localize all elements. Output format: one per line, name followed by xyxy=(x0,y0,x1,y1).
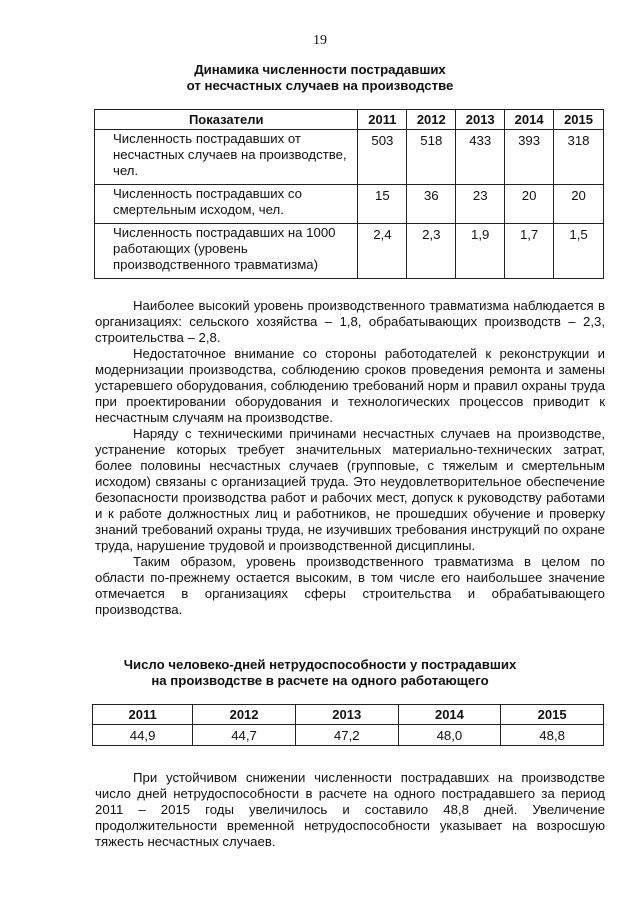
value-cell: 20 xyxy=(505,185,554,224)
table2-title-line: на производстве в расчете на одного работающего xyxy=(151,673,489,688)
value-cell: 15 xyxy=(358,185,407,224)
value-cell: 36 xyxy=(407,185,456,224)
value-cell: 23 xyxy=(456,185,505,224)
table2-header-cell: 2012 xyxy=(193,705,296,725)
value-cell: 433 xyxy=(456,130,505,185)
table2-title xyxy=(0,657,640,689)
value-cell: 1,5 xyxy=(554,224,604,279)
value-cell: 318 xyxy=(554,130,604,185)
table1-header-cell: 2013 xyxy=(456,110,505,130)
value-cell: 44,7 xyxy=(193,725,296,746)
paragraph: Таким образом, уровень производственного травматизма в целом по области по-прежнему остается высоким, в том числе его наибольшее значение отмечается в организациях сферы строительства и обрабатывающего производства. xyxy=(95,554,605,617)
table1-header-cell: 2011 xyxy=(358,110,407,130)
table2-header-row xyxy=(93,705,604,725)
value-cell: 2,4 xyxy=(358,224,407,279)
body-text-block-2 xyxy=(95,770,605,850)
value-cell: 518 xyxy=(407,130,456,185)
injury-dynamics-table xyxy=(94,109,604,279)
table1-title-line: от несчастных случаев на производстве xyxy=(186,78,454,93)
table-row xyxy=(95,224,604,279)
body-text-block-1 xyxy=(95,298,605,618)
value-cell: 393 xyxy=(505,130,554,185)
table1-title xyxy=(0,62,640,94)
table2-header-cell: 2014 xyxy=(398,705,501,725)
paragraph: Наиболее высокий уровень производственного травматизма наблюдается в организациях: сельского хозяйства – 1,8, обрабатывающих производств – 2,3, строительства – 2,8. xyxy=(95,298,605,345)
table2-title-line: Число человеко-дней нетрудоспособности у пострадавших xyxy=(123,657,517,672)
value-cell: 44,9 xyxy=(93,725,193,746)
value-cell: 48,0 xyxy=(398,725,501,746)
row-label: Численность пострадавших от несчастных случаев на производстве, чел. xyxy=(95,130,358,185)
table1-title-line: Динамика численности пострадавших xyxy=(194,62,446,77)
table1-header-row xyxy=(95,110,604,130)
table2-header-cell: 2015 xyxy=(501,705,604,725)
page-number: 19 xyxy=(313,33,327,48)
paragraph: Наряду с техническими причинами несчастных случаев на производстве, устранение которых требует значительных материально-технических затрат, более половины несчастных случаев (групповые, с тяжелым и смертельным исходом) связаны с организацией труда. Это неудовлетворительное обеспечение безопасности производства работ и рабочих мест, допуск к руководству работами и к работе должностных лиц и работников, не прошедших обучение и проверку знаний требований охраны труда, не изучивших требования инструкций по охране труда, нарушение трудовой и производственной дисциплины. xyxy=(95,426,605,553)
value-cell: 503 xyxy=(358,130,407,185)
row-label: Численность пострадавших со смертельным исходом, чел. xyxy=(95,185,358,224)
row-label: Численность пострадавших на 1000 работающих (уровень производственного травматизма) xyxy=(95,224,358,279)
value-cell: 47,2 xyxy=(295,725,398,746)
table2-header-cell: 2011 xyxy=(93,705,193,725)
table-row xyxy=(95,185,604,224)
table-row xyxy=(95,130,604,185)
table2-header-cell: 2013 xyxy=(295,705,398,725)
table1-header-cell: 2015 xyxy=(554,110,604,130)
table-row xyxy=(93,725,604,746)
value-cell: 1,9 xyxy=(456,224,505,279)
value-cell: 1,7 xyxy=(505,224,554,279)
table1-header-cell: 2012 xyxy=(407,110,456,130)
disability-days-table xyxy=(92,704,604,746)
paragraph: При устойчивом снижении численности пострадавших на производстве число дней нетрудоспособности в расчете на одного пострадавшего за период 2011 – 2015 годы увеличилось и составило 48,8 дней. Увеличение продолжительности временной нетрудоспособности указывает на возросшую тяжесть несчастных случаев. xyxy=(95,770,605,849)
value-cell: 48,8 xyxy=(501,725,604,746)
table1-header-cell: 2014 xyxy=(505,110,554,130)
value-cell: 20 xyxy=(554,185,604,224)
paragraph: Недостаточное внимание со стороны работодателей к реконструкции и модернизации производства, соблюдению сроков проведения ремонта и замены устаревшего оборудования, соблюдению требований норм и правил охраны труда при проектировании оборудования и технологических процессов приводит к несчастным случаям на производстве. xyxy=(95,346,605,425)
value-cell: 2,3 xyxy=(407,224,456,279)
table1-header-cell: Показатели xyxy=(95,110,358,130)
